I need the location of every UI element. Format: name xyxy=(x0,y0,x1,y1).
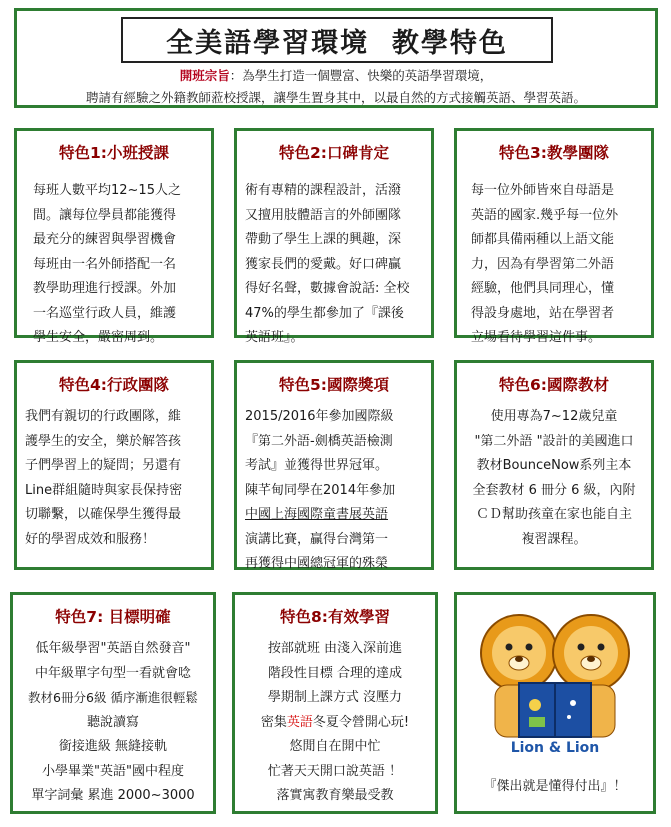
feature-line: ＣＤ幫助孩童在家也能自主 xyxy=(475,507,632,522)
feature-line: 落實寓教育樂最受教 xyxy=(276,788,394,803)
feature-line: 演講比賽，贏得台灣第一 xyxy=(245,531,389,547)
lion-logo-icon xyxy=(469,605,641,745)
feature-line: 我們有親切的行政團隊，維 xyxy=(25,409,182,424)
feature-line: 複習課程。 xyxy=(521,531,587,547)
feature-line: 2015/2016年參加國際級 xyxy=(245,409,394,424)
feature-line: 中年級單字句型一看就會唸 xyxy=(34,665,191,681)
feature-line: 護學生的安全，樂於解答孩 xyxy=(25,433,182,449)
feature-line: 每班由一名外師搭配一名 xyxy=(33,256,177,272)
feature-line-camp xyxy=(243,711,427,736)
feature-line: 悠閒自在開中忙 xyxy=(289,739,381,754)
feature-title: 特色6:國際教材 xyxy=(499,376,609,394)
feature-line: 再獲得中國總冠軍的殊榮 xyxy=(245,556,389,571)
feature-line: 又擅用肢體語言的外師團隊 xyxy=(245,207,402,223)
promo-card xyxy=(454,592,656,814)
feature-line: 每班人數平均12~15人之 xyxy=(33,183,181,198)
header-box xyxy=(14,8,658,108)
feature-line: 術有專精的課程設計，活潑 xyxy=(245,183,402,198)
feature-line: 中國上海國際童書展英語 xyxy=(245,507,389,522)
feature-line: 子們學習上的疑問；另還有 xyxy=(25,458,182,473)
feature-body xyxy=(15,637,211,809)
page-title: 全美語學習環境 教學特色 xyxy=(121,17,553,63)
feature-card-2 xyxy=(234,128,434,345)
feature-line: 學生安全，嚴密周到。 xyxy=(33,330,164,345)
brand-name: Lion & Lion xyxy=(510,740,600,756)
feature-line: 按部就班 由淺入深前進 xyxy=(267,641,403,656)
feature-card-8 xyxy=(232,592,438,814)
feature-title: 特色8:有效學習 xyxy=(280,608,390,626)
feature-body xyxy=(25,405,203,552)
feature-line: 一名巡堂行政人員，維護 xyxy=(33,305,177,321)
feature-line: 每一位外師皆來自母語是 xyxy=(471,183,615,198)
feature-body xyxy=(33,179,203,351)
feature-line: 『第二外語-劍橋英語檢測 xyxy=(245,433,393,449)
feature-line: 忙著天天開口說英語 ！ xyxy=(267,763,403,779)
feature-title: 特色7: 目標明確 xyxy=(55,608,171,626)
feature-line: 學期制上課方式 沒壓力 xyxy=(267,690,403,705)
feature-card-4 xyxy=(14,360,214,570)
feature-line: 陳芊甸同學在2014年參加 xyxy=(245,482,396,498)
feature-line: 得好名聲，數據會說話: 全校 xyxy=(245,281,410,296)
feature-line: 英語的國家.幾乎每一位外 xyxy=(471,207,619,223)
feature-body xyxy=(243,637,427,809)
feature-title: 特色2:口碑肯定 xyxy=(279,144,389,162)
feature-body xyxy=(461,405,647,552)
lion-illustration xyxy=(469,605,641,755)
feature-body xyxy=(245,405,423,577)
feature-line: 單字詞彙 累進 2000~3000 xyxy=(31,788,195,803)
feature-line: 考試』並獲得世界冠軍。 xyxy=(245,458,389,473)
feature-card-1 xyxy=(14,128,214,345)
feature-title: 特色3:教學團隊 xyxy=(499,144,609,162)
feature-line: 獲家長們的愛戴。好口碑贏 xyxy=(245,256,402,272)
camp-english: 英語 xyxy=(286,714,313,730)
feature-line: 切聯繫，以確保學生獲得最 xyxy=(25,507,182,522)
feature-card-3 xyxy=(454,128,654,345)
feature-line: "第二外語 "設計的美國進口 xyxy=(474,433,634,449)
feature-line: 得設身處地，站在學習者 xyxy=(471,305,615,321)
feature-line: 全套教材 6 冊分 6 級，內附 xyxy=(472,482,636,498)
feature-title: 特色5:國際獎項 xyxy=(279,376,389,394)
feature-line: 小學畢業"英語"國中程度 xyxy=(42,763,184,779)
mission-line-2: 聘請有經驗之外籍教師蒞校授課，讓學生置身其中，以最自然的方式接觸英語、學習英語。 xyxy=(85,90,586,105)
feature-line: 使用專為7~12歲兒童 xyxy=(490,409,618,424)
feature-body xyxy=(471,179,643,351)
feature-line: 47%的學生都參加了『課後 xyxy=(245,305,404,321)
feature-line: 銜接進級 無縫接軌 xyxy=(58,739,168,754)
mission-label: 開班宗旨 xyxy=(179,68,230,83)
feature-card-7 xyxy=(10,592,216,814)
feature-line: 好的學習成效和服務！ xyxy=(25,531,156,547)
feature-line: 教材6冊分6級 循序漸進很輕鬆 xyxy=(28,690,198,705)
feature-line: 聽說讀寫 xyxy=(86,714,139,730)
feature-body xyxy=(245,179,423,351)
slogan: 『傑出就是懂得付出』！ xyxy=(483,779,627,794)
feature-line: 教材BounceNow系列主本 xyxy=(476,458,632,473)
feature-line: Line群組隨時與家長保持密 xyxy=(25,482,183,498)
feature-title: 特色4:行政團隊 xyxy=(59,376,169,394)
feature-line: 教學助理進行授課。外加 xyxy=(33,281,177,296)
feature-title: 特色1:小班授課 xyxy=(59,144,169,162)
feature-line: 力，因為有學習第二外語 xyxy=(471,256,615,272)
feature-card-6 xyxy=(454,360,654,570)
feature-line: 最充分的練習與學習機會 xyxy=(33,232,177,247)
feature-line: 師都具備兩種以上語文能 xyxy=(471,232,615,247)
camp-pre: 密集 xyxy=(260,714,287,730)
feature-line: 英語班』。 xyxy=(245,330,304,345)
feature-line: 間。讓每位學員都能獲得 xyxy=(33,207,177,223)
camp-post: 冬夏令營開心玩! xyxy=(312,714,410,730)
mission-line-1 xyxy=(17,66,655,84)
feature-card-5 xyxy=(234,360,434,570)
feature-line: 階段性目標 合理的達成 xyxy=(267,665,403,681)
feature-line: 低年級學習"英語自然發音" xyxy=(35,641,191,656)
feature-line: 立場看待學習這件事。 xyxy=(471,330,602,345)
feature-line: 經驗，他們具同理心，懂 xyxy=(471,281,615,296)
feature-line: 帶動了學生上課的興趣，深 xyxy=(245,232,402,247)
mission-text: ：為學生打造一個豐富、快樂的英語學習環境， xyxy=(229,68,493,83)
